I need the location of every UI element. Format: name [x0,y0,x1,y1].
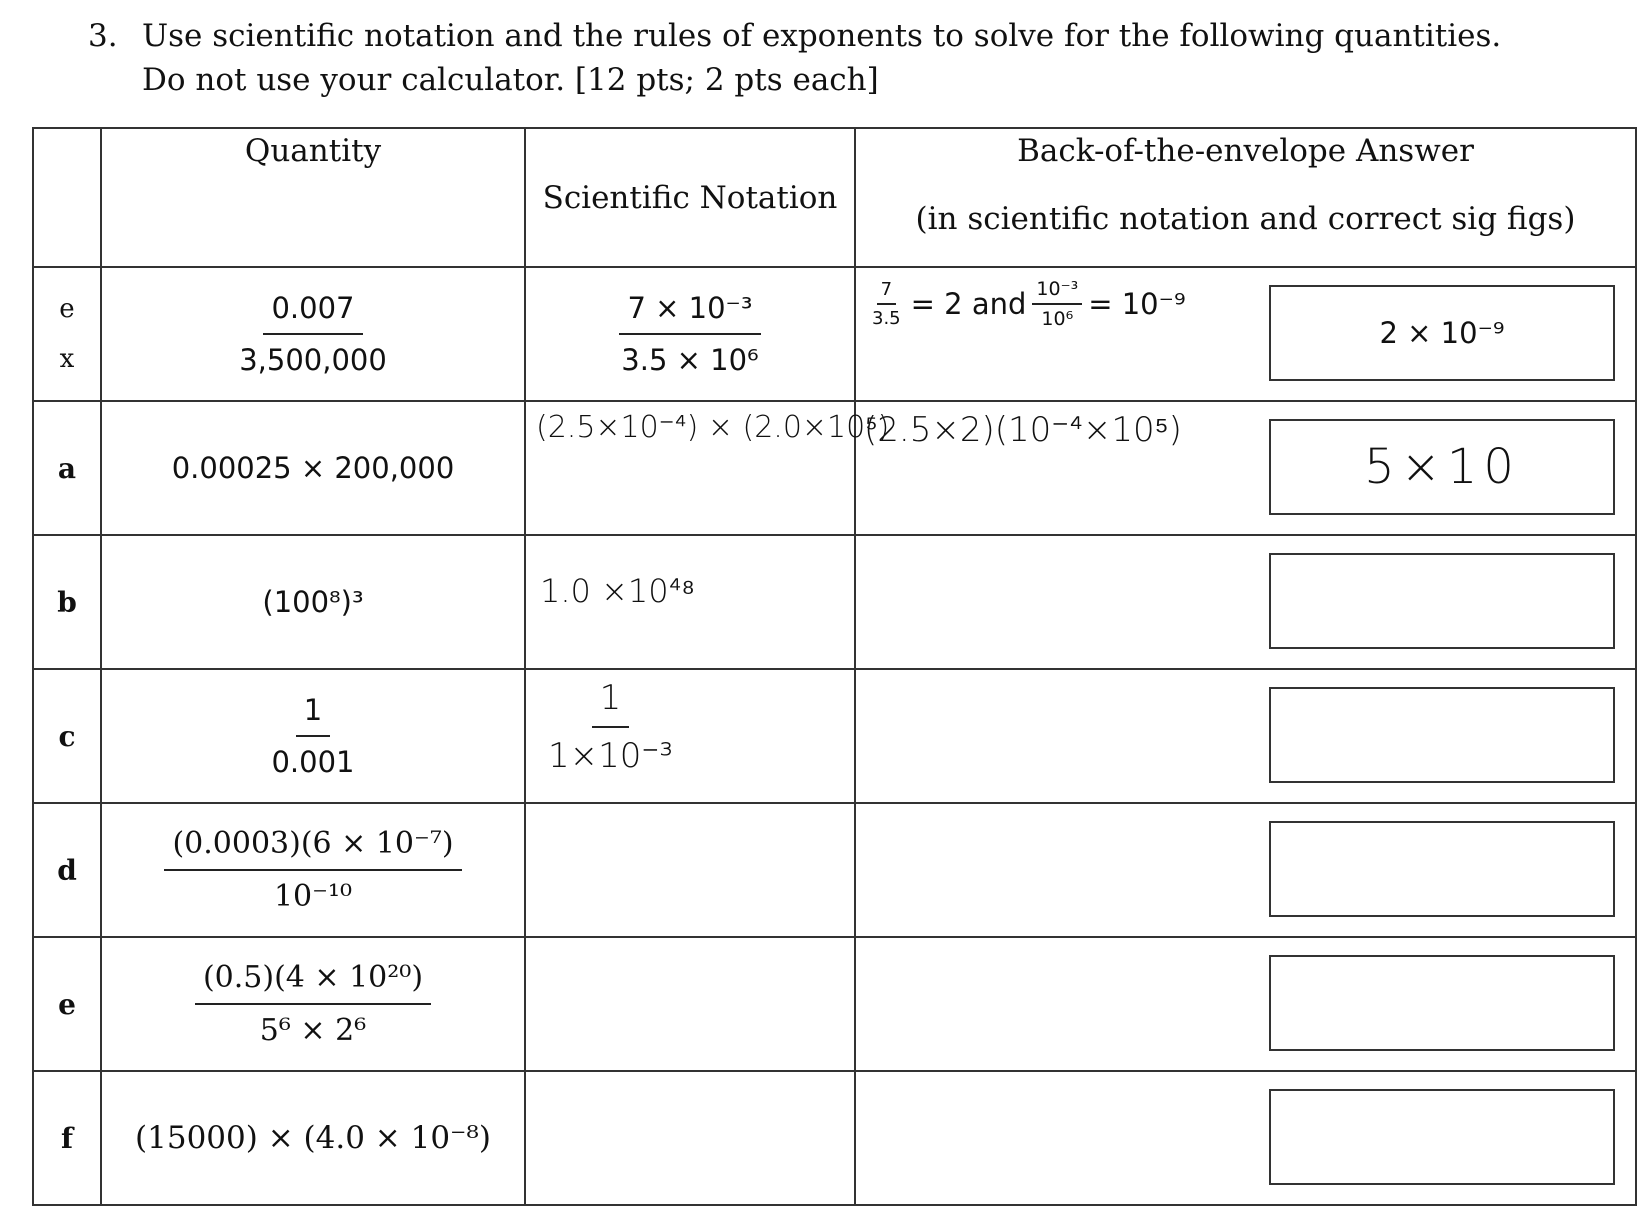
answer-cell[interactable] [855,401,1636,535]
row-label-cell [33,267,101,401]
example-sci-denominator: 3.5 × 10⁶ [621,343,759,377]
scientific-cell[interactable] [525,1071,855,1205]
row-b-answer-box[interactable] [1269,553,1615,649]
row-c-answer-box[interactable] [1269,687,1615,783]
row-label-cell [33,803,101,937]
example-quantity-denominator: 3,500,000 [239,343,387,377]
row-e-quantity-fraction [195,960,431,1048]
quantity-cell [101,267,525,401]
example-sci-fraction [613,291,766,377]
row-c-quantity-denominator: 0.001 [271,745,355,779]
question-text-line2: Do not use your calculator. [12 pts; 2 pts each] [142,62,879,98]
example-quantity-numerator: 0.007 [263,291,362,335]
question-text-line1: Use scientific notation and the rules of exponents to solve for the following quantities. [142,18,1502,54]
answer-cell[interactable] [855,937,1636,1071]
answer-cell[interactable] [855,535,1636,669]
example-row [33,267,1636,401]
example-work-fraction1 [868,279,905,329]
header-label-cell [33,128,101,267]
row-label-cell [33,669,101,803]
row-d-label: d [57,853,77,887]
row-e-quantity-denominator: 5⁶ × 2⁶ [259,1013,367,1048]
row-b-sci-handwriting: 1.0 ×10⁴⁸ [540,572,695,610]
answer-cell[interactable] [855,1071,1636,1205]
example-sci-numerator: 7 × 10⁻³ [619,291,760,335]
row-a-sci-handwriting: (2.5×10⁻⁴) × (2.0×10⁵) [536,410,890,445]
answer-cell[interactable] [855,803,1636,937]
header-quantity: Quantity [244,133,382,169]
row-e-label: e [58,987,76,1021]
row-c-sci-handwriting [540,678,681,776]
scientific-cell[interactable] [525,669,855,803]
answer-cell[interactable] [855,669,1636,803]
example-work-frac2-num: 10⁻³ [1032,278,1082,305]
example-label-e: e [59,294,75,324]
scientific-cell [525,267,855,401]
example-work-frac1-num: 7 [877,279,896,305]
row-a-label: a [57,451,77,485]
example-answer-text: 2 × 10⁻⁹ [1379,316,1505,350]
row-label-cell [33,535,101,669]
scientific-cell[interactable] [525,535,855,669]
row-f-quantity: (15000) × (4.0 × 10⁻⁸) [135,1120,491,1156]
example-work-fraction2 [1032,278,1082,330]
row-f-answer-box[interactable] [1269,1089,1615,1185]
example-work-mid: = 2 and [910,287,1027,321]
row-b [33,535,1636,669]
row-c-label: c [58,719,76,753]
example-work-result: = 10⁻⁹ [1088,287,1186,321]
header-scientific-cell [525,128,855,267]
example-work-frac2-den: 10⁶ [1041,308,1074,330]
row-a-work-handwriting: (2.5×2)(10⁻⁴×10⁵) [864,410,1182,450]
row-b-quantity: (100⁸)³ [262,585,364,619]
row-c-sci-denominator: 1×10⁻³ [548,736,673,776]
quantity-cell [101,937,525,1071]
row-f-label: f [60,1121,74,1155]
row-d-quantity-fraction [164,826,461,914]
row-d [33,803,1636,937]
header-answer-line1: Back-of-the-envelope Answer [1017,133,1474,169]
row-label-cell [33,937,101,1071]
worksheet-table [32,127,1637,1206]
row-c-quantity-fraction [263,693,362,779]
row-d-quantity-numerator: (0.0003)(6 × 10⁻⁷) [164,826,461,871]
example-work [868,278,1186,330]
row-d-quantity-denominator: 10⁻¹⁰ [273,879,353,914]
quantity-cell [101,803,525,937]
row-b-label: b [57,585,77,619]
row-a-answer-box[interactable] [1269,419,1615,515]
row-label-cell [33,1071,101,1205]
header-answer-cell [855,128,1636,267]
row-c-quantity-numerator: 1 [296,693,330,737]
row-label-cell [33,401,101,535]
example-quantity-fraction [231,291,395,377]
quantity-cell [101,401,525,535]
quantity-cell [101,669,525,803]
row-a-quantity: 0.00025 × 200,000 [171,451,455,485]
header-quantity-cell [101,128,525,267]
row-a-answer-handwriting: 5×10 [1364,439,1520,495]
row-e-quantity-numerator: (0.5)(4 × 10²⁰) [195,960,431,1005]
example-label-x: x [59,344,75,374]
row-e-answer-box[interactable] [1269,955,1615,1051]
row-c [33,669,1636,803]
row-c-sci-numerator: 1 [592,678,630,728]
quantity-cell [101,1071,525,1205]
header-answer-line2: (in scientific notation and correct sig figs) [915,201,1576,237]
example-work-frac1-den: 3.5 [872,308,901,329]
question-number: 3. [88,18,118,54]
scientific-cell[interactable] [525,937,855,1071]
header-row [33,128,1636,267]
scientific-cell[interactable] [525,803,855,937]
row-e [33,937,1636,1071]
header-scientific: Scientific Notation [542,179,838,216]
example-answer-box [1269,285,1615,381]
scientific-cell[interactable] [525,401,890,535]
row-f [33,1071,1636,1205]
answer-cell [855,267,1636,401]
row-a [33,401,1636,535]
quantity-cell [101,535,525,669]
row-d-answer-box[interactable] [1269,821,1615,917]
